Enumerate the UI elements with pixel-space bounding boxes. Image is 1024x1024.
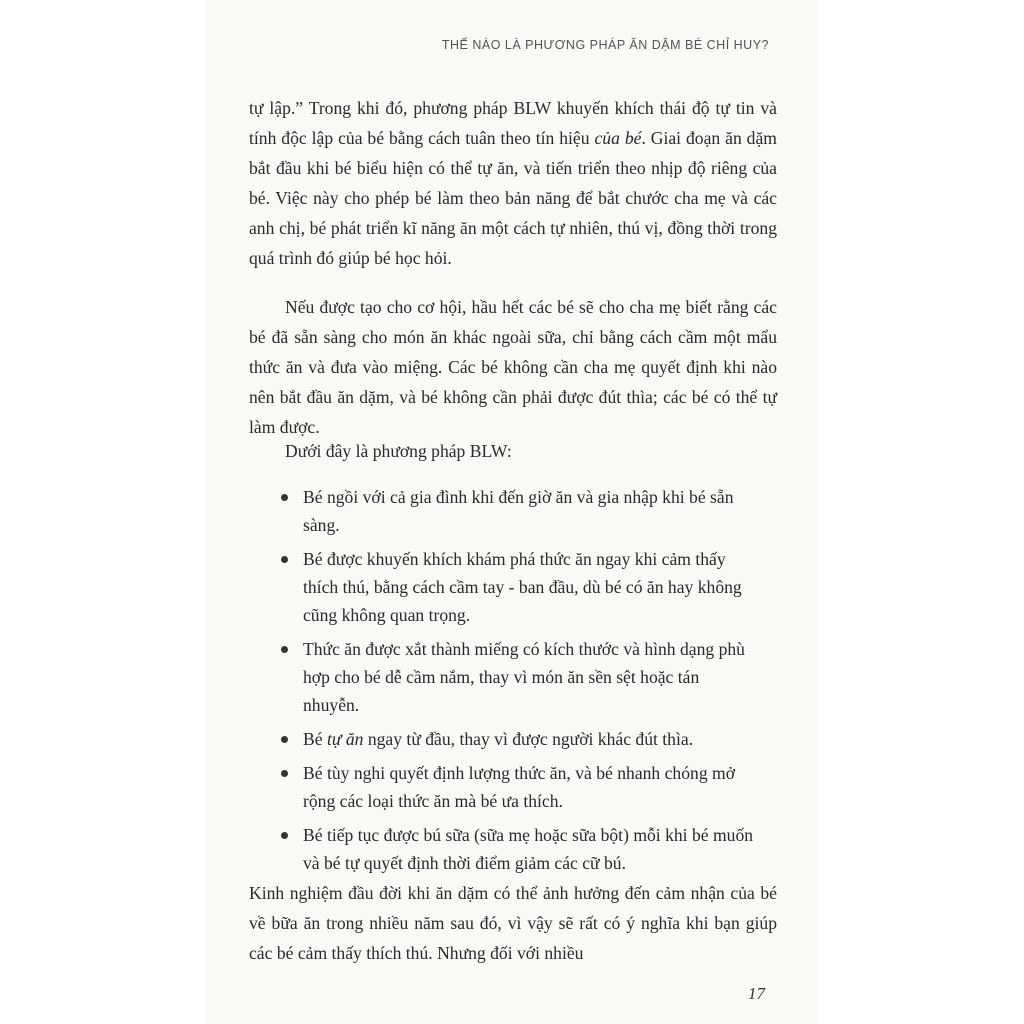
bullet-item: [279, 635, 759, 719]
page-number: 17: [748, 984, 765, 1003]
bullet-text: Bé tiếp tục được bú sữa (sữa mẹ hoặc sữa bột) mỗi khi bé muốn và bé tự quyết định thời điểm giảm các cữ bú.: [303, 825, 754, 873]
bullet-item: [279, 725, 759, 753]
bullet-item: [279, 759, 759, 815]
bullet-dot-icon: [281, 736, 288, 743]
bullet-dot-icon: [281, 832, 288, 839]
bullet-item: [279, 821, 759, 877]
bullet-item: [279, 545, 759, 629]
paragraph-3-intro: Dưới đây là phương pháp BLW:: [285, 441, 512, 461]
bullet-dot-icon: [281, 770, 288, 777]
bullet-emphasis: tự ăn: [326, 729, 364, 749]
bullet-dot-icon: [281, 556, 288, 563]
bullet-text: Thức ăn được xắt thành miếng có kích thước và hình dạng phù hợp cho bé dễ cầm nắm, thay vì món ăn sền sệt hoặc tán nhuyễn.: [303, 639, 745, 715]
book-page: [205, 0, 817, 1024]
paragraph-1: [249, 93, 777, 273]
bullet-dot-icon: [281, 646, 288, 653]
bullet-item: [279, 483, 759, 539]
bullet-text-b: ngay từ đầu, thay vì được người khác đút thìa.: [363, 729, 694, 749]
paragraph-1-emphasis: của bé: [594, 128, 642, 148]
bullet-text: Bé tùy nghi quyết định lượng thức ăn, và bé nhanh chóng mở rộng các loại thức ăn mà bé ưa thích.: [303, 763, 736, 811]
paragraph-1-text-b: . Giai đoạn ăn dặm bắt đầu khi bé biểu hiện có thể tự ăn, và tiến triển theo nhịp độ riêng của bé. Việc này cho phép bé làm theo bản năng để bắt chước cha mẹ và các anh chị, bé phát triển kĩ năng ăn một cách tự nhiên, thú vị, đồng thời trong quá trình đó giúp bé học hỏi.: [249, 128, 777, 268]
paragraph-4: Kinh nghiệm đầu đời khi ăn dặm có thể ảnh hưởng đến cảm nhận của bé về bữa ăn trong nhiều năm sau đó, vì vậy sẽ rất có ý nghĩa khi bạn giúp các bé cảm thấy thích thú. Nhưng đối với nhiều: [249, 883, 777, 963]
running-header: THẾ NÀO LÀ PHƯƠNG PHÁP ĂN DẶM BÉ CHỈ HUY?: [441, 38, 769, 52]
paragraph-1-text-a: tự lập.” Trong khi đó, phương pháp BLW khuyến khích thái độ tự tin và tính độc lập của bé bằng cách tuân theo tín hiệu: [249, 98, 777, 148]
bullet-text-a: Bé: [303, 729, 327, 749]
bullet-dot-icon: [281, 494, 288, 501]
blw-bullet-list: [279, 483, 759, 883]
bullet-text: Bé được khuyến khích khám phá thức ăn ngay khi cảm thấy thích thú, bằng cách cầm tay - ban đầu, dù bé có ăn hay không cũng không quan trọng.: [303, 549, 742, 625]
paragraph-2: Nếu được tạo cho cơ hội, hầu hết các bé sẽ cho cha mẹ biết rằng các bé đã sẵn sàng cho món ăn khác ngoài sữa, chỉ bằng cách cầm một mẩu thức ăn và đưa vào miệng. Các bé không cần cha mẹ quyết định khi nào nên bắt đầu ăn dặm, và bé không cần phải được đút thìa; các bé có thể tự làm được.: [249, 297, 777, 437]
bullet-text: Bé ngồi với cả gia đình khi đến giờ ăn và gia nhập khi bé sẵn sàng.: [303, 487, 734, 535]
